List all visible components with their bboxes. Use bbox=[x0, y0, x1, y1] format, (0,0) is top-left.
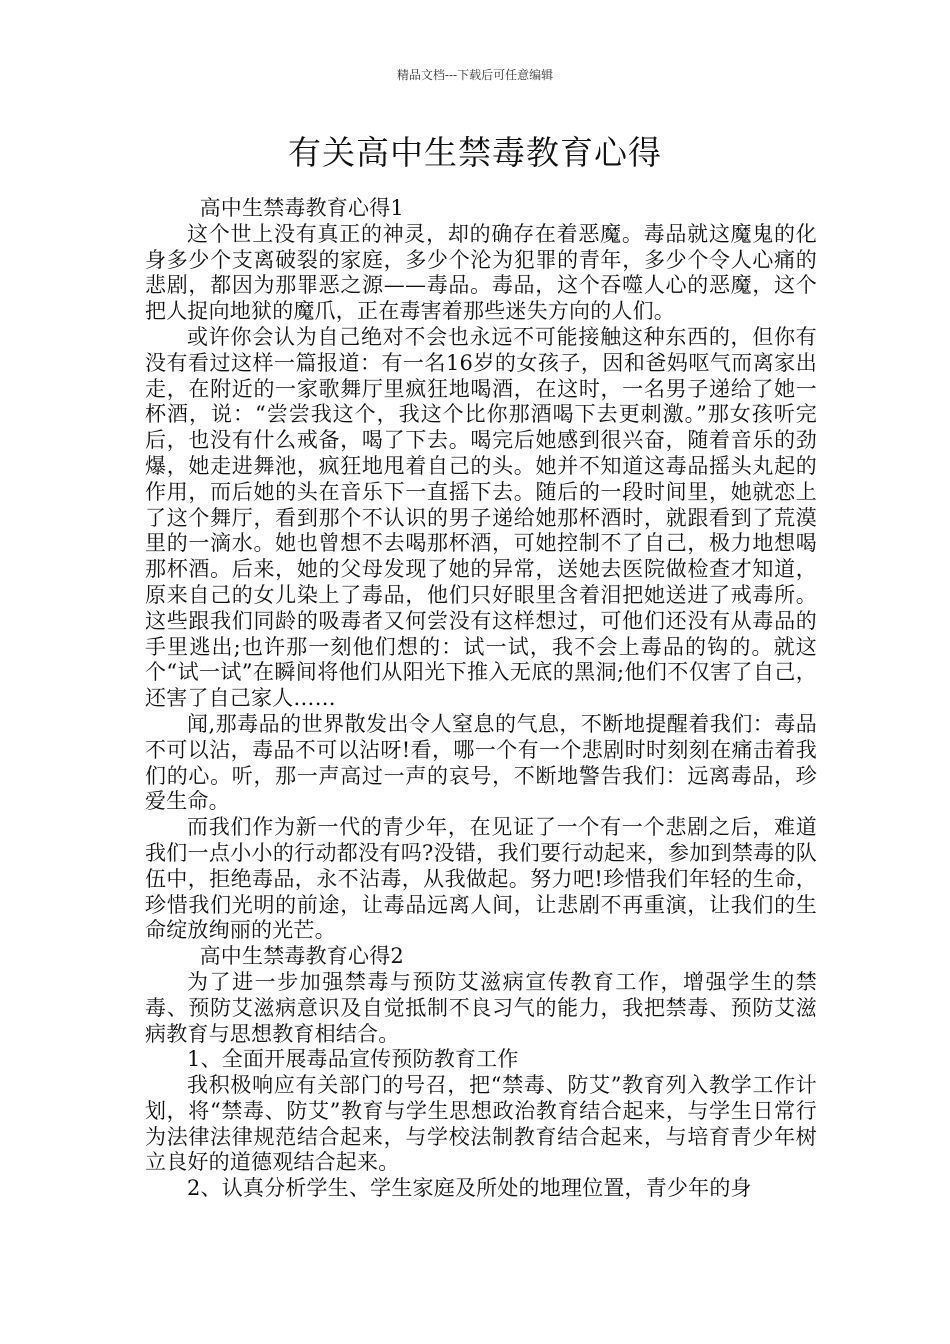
paragraph: 闻,那毒品的世界散发出令人窒息的气息，不断地提醒着我们：毒品不可以沾，毒品不可以沾呀!看，哪一个有一个悲剧时时刻刻在痛击着我们的心。听，那一声高过一声的哀号，不断地警告我们：远离毒品，珍爱生命。 bbox=[145, 711, 817, 814]
paragraph: 我积极响应有关部门的号召，把“禁毒、防艾”教育列入教学工作计划，将“禁毒、防艾”教育与学生思想政治教育结合起来，与学生日常行为法律法律规范结合起来，与学校法制教育结合起来，与培育青少年树立良好的道德观结合起来。 bbox=[145, 1073, 817, 1175]
section-heading-1: 高中生禁毒教育心得1 bbox=[199, 196, 404, 220]
section-heading-2: 高中生禁毒教育心得2 bbox=[199, 944, 404, 969]
paragraph: 或许你会认为自己绝对不会也永远不可能接触这种东西的，但你有没有看过这样一篇报道：有一名16岁的女孩子，因和爸妈呕气而离家出走，在附近的一家歌舞厅里疯狂地喝酒，在这时，一名男子递给了她一杯酒，说：“尝尝我这个，我这个比你那酒喝下去更刺激。”那女孩听完后，也没有什么戒备，喝了下去。喝完后她感到很兴奋，随着音乐的劲爆，她走进舞池，疯狂地甩着自己的头。她并不知道这毒品摇头丸起的作用，而后她的头在音乐下一直摇下去。随后的一段时间里，她就恋上了这个舞厅，看到那个不认识的男子递给她那杯酒时，就跟看到了荒漠里的一滴水。她也曾想不去喝那杯酒，可她控制不了自己，极力地想喝那杯酒。后来，她的父母发现了她的异常，送她去医院做检查才知道，原来自己的女儿染上了毒品，他们只好眼里含着泪把她送进了戒毒所。这些跟我们同龄的吸毒者又何尝没有这样想过，可他们还没有从毒品的手里逃出;也许那一刻他们想的：试一试，我不会上毒品的钩的。就这个“试一试”在瞬间将他们从阳光下推入无底的黑洞;他们不仅害了自己，还害了自己家人…… bbox=[145, 324, 817, 711]
paragraph: 而我们作为新一代的青少年，在见证了一个有一个悲剧之后，难道我们一点小小的行动都没有吗?没错，我们要行动起来，参加到禁毒的队伍中，拒绝毒品，永不沾毒，从我做起。努力吧!珍惜我们年轻的生命，珍惜我们光明的前途，让毒品远离人间，让悲剧不再重演，让我们的生命绽放绚丽的光芒。 bbox=[145, 815, 817, 943]
document-body bbox=[145, 196, 817, 1202]
list-item-heading: 2、认真分析学生、学生家庭及所处的地理位置，青少年的身 bbox=[187, 1176, 752, 1201]
paragraph: 这个世上没有真正的神灵，却的确存在着恶魔。毒品就这魔鬼的化身多少个支离破裂的家庭，多少个沦为犯罪的青年，多少个令人心痛的悲剧，都因为那罪恶之源——毒品。毒品，这个吞噬人心的恶魔，这个把人捉向地狱的魔爪，正在毒害着那些迷失方向的人们。 bbox=[145, 221, 817, 324]
list-item-heading: 1、全面开展毒品宣传预防教育工作 bbox=[187, 1047, 519, 1072]
paragraph: 为了进一步加强禁毒与预防艾滋病宣传教育工作，增强学生的禁毒、预防艾滋病意识及自觉抵制不良习气的能力，我把禁毒、预防艾滋病教育与思想教育相结合。 bbox=[145, 969, 817, 1046]
document-title: 有关高中生禁毒教育心得 bbox=[288, 133, 662, 172]
header-note: 精品文档---下载后可任意编辑 bbox=[396, 68, 554, 82]
